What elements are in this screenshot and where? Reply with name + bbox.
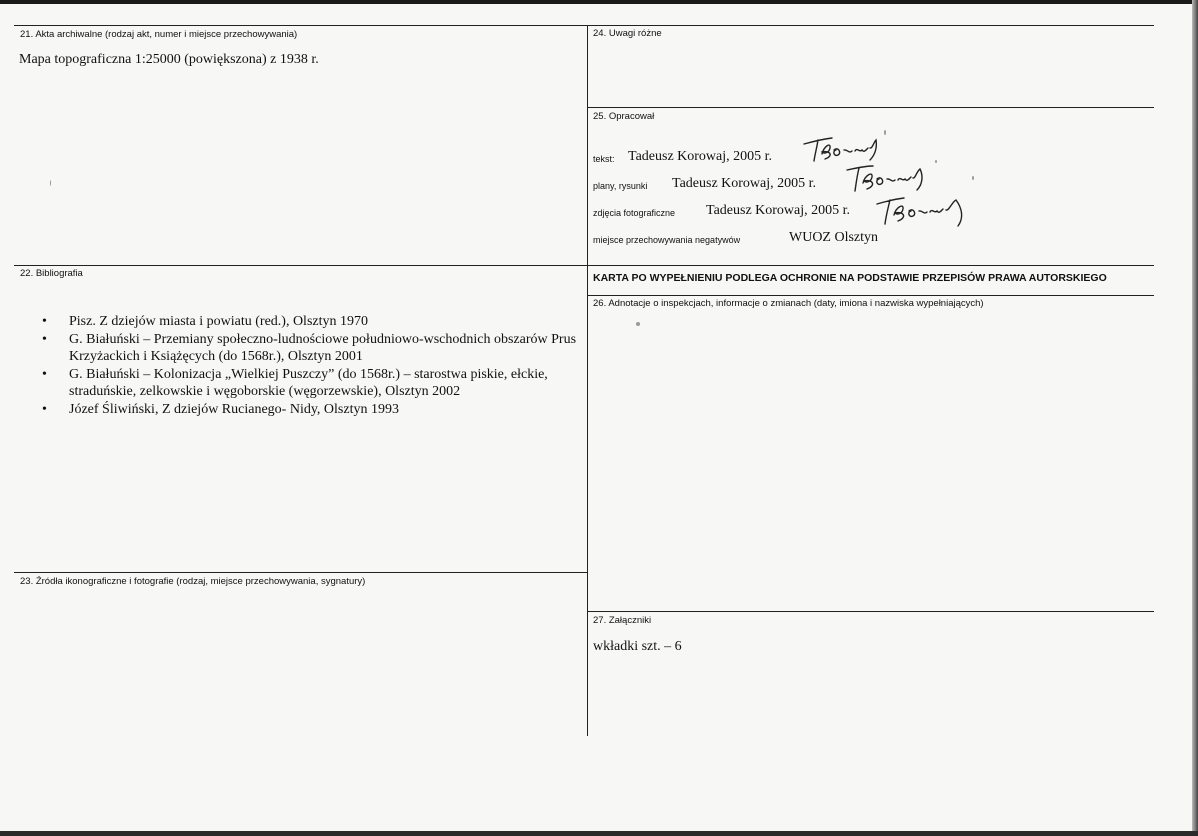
section-27-content: wkładki szt. – 6 <box>593 639 682 654</box>
author-photos-value: Tadeusz Korowaj, 2005 r. <box>706 203 851 218</box>
bibliography-item: • G. Białuński – Kolonizacja „Wielkiej Puszczy” (do 1568r.) – starostwa piskie, ełckie, straduńskie, zelkowskie i węgoborskie (węgorzewskie), Olsztyn 2002 <box>20 366 580 401</box>
column-divider <box>587 25 588 736</box>
rule-21-22 <box>14 265 1154 266</box>
section-24-label: 24. Uwagi różne <box>593 28 662 39</box>
rule-top <box>14 25 1154 26</box>
scan-speck <box>636 322 640 326</box>
section-21-label: 21. Akta archiwalne (rodzaj akt, numer i miejsce przechowywania) <box>20 29 298 40</box>
section-25-label: 25. Opracował <box>593 111 655 122</box>
section-23-label: 23. Źródła ikonograficzne i fotografie (rodzaj, miejsce przechowywania, sygnatury) <box>20 576 366 587</box>
author-text-key: tekst: <box>593 154 615 164</box>
section-27-label: 27. Załączniki <box>593 615 652 626</box>
negatives-storage-key: miejsce przechowywania negatywów <box>593 235 741 245</box>
scan-bottom-edge <box>0 831 1198 836</box>
bibliography-list <box>20 313 580 418</box>
scan-speck <box>50 180 51 186</box>
bibliography-item: • Józef Śliwiński, Z dziejów Rucianego- Nidy, Olsztyn 1993 <box>20 401 580 419</box>
author-drawings-key: plany, rysunki <box>593 181 648 191</box>
author-drawings-value: Tadeusz Korowaj, 2005 r. <box>672 176 817 191</box>
section-26-label: 26. Adnotacje o inspekcjach, informacje o zmianach (daty, imiona i nazwiska wypełniających) <box>593 298 984 309</box>
author-text-value: Tadeusz Korowaj, 2005 r. <box>628 149 773 164</box>
scan-speck <box>884 130 886 135</box>
rule-24-25 <box>588 107 1154 108</box>
bibliography-item: • G. Białuński – Przemiany społeczno-ludnościowe południowo-wschodnich obszarów Prus Krzyżackich i Książęcych (do 1568r.), Olsztyn 2001 <box>20 331 580 366</box>
author-photos-key: zdjęcia fotograficzne <box>593 208 676 218</box>
section-21-content: Mapa topograficzna 1:25000 (powiększona) z 1938 r. <box>19 52 319 67</box>
section-22-label: 22. Bibliografia <box>20 268 83 279</box>
rule-notice-26 <box>588 295 1154 296</box>
rule-26-27 <box>588 611 1154 612</box>
scan-right-edge <box>1192 0 1198 836</box>
signature-3-icon <box>874 190 974 230</box>
bibliography-item: • Pisz. Z dziejów miasta i powiatu (red.), Olsztyn 1970 <box>20 313 580 331</box>
copyright-notice: KARTA PO WYPEŁNIENIU PODLEGA OCHRONIE NA PODSTAWIE PRZEPISÓW PRAWA AUTORSKIEGO <box>593 272 1107 284</box>
scan-top-edge <box>0 0 1198 4</box>
scan-speck <box>935 160 937 163</box>
rule-22-23 <box>14 572 587 573</box>
scan-speck <box>972 176 974 180</box>
negatives-storage-value: WUOZ Olsztyn <box>789 230 879 245</box>
